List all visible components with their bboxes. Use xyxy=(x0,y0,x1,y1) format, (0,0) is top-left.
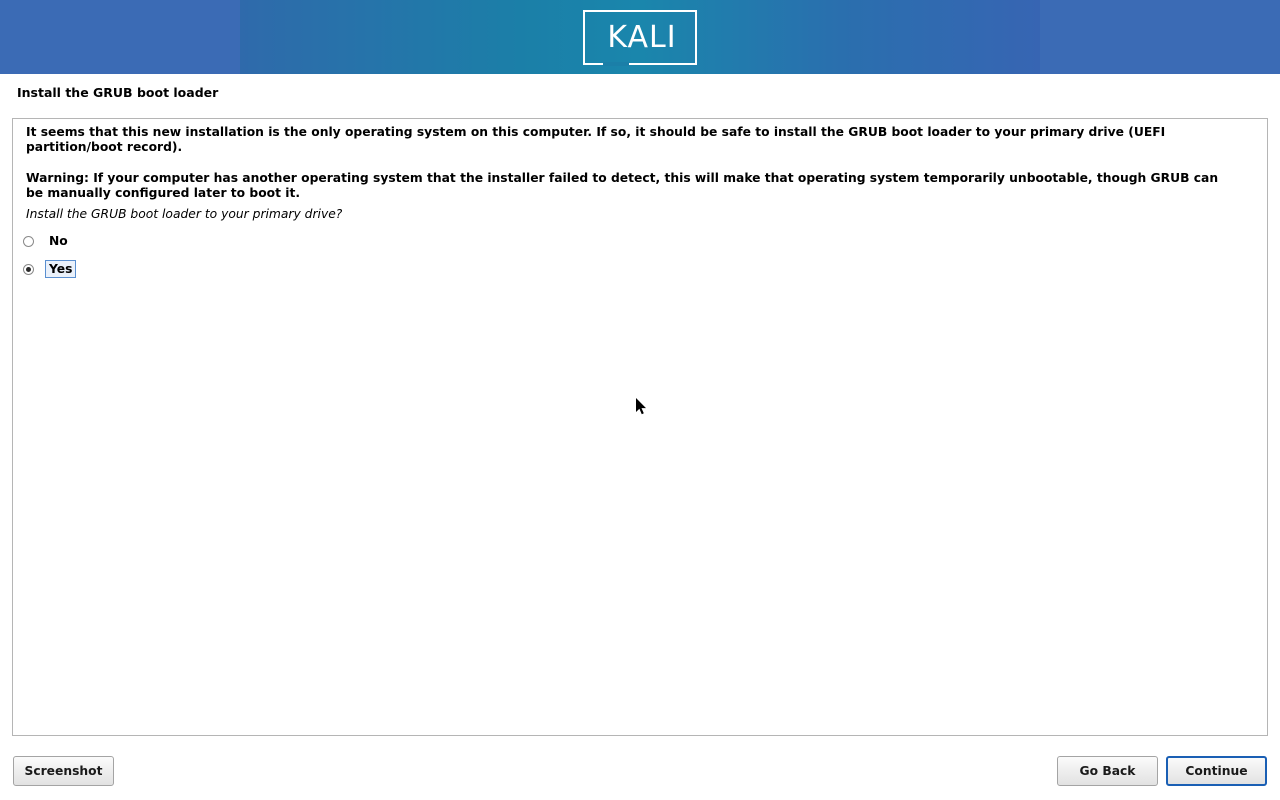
kali-logo-notch xyxy=(603,62,629,66)
go-back-button[interactable]: Go Back xyxy=(1057,756,1158,786)
screenshot-button[interactable]: Screenshot xyxy=(13,756,114,786)
radio-option-yes[interactable] xyxy=(23,259,76,279)
page-title: Install the GRUB boot loader xyxy=(17,85,219,100)
banner-divider xyxy=(0,74,1280,76)
continue-button[interactable]: Continue xyxy=(1166,756,1267,786)
radio-option-no[interactable] xyxy=(23,231,72,251)
radio-no-label[interactable]: No xyxy=(49,234,68,248)
kali-banner xyxy=(0,0,1280,74)
radio-yes-indicator[interactable] xyxy=(23,264,34,275)
content-panel xyxy=(12,118,1268,736)
info-paragraph: It seems that this new installation is the only operating system on this computer. If so, it should be safe to install the GRUB boot loader to your primary drive (UEFI partition/boot record). xyxy=(26,125,1166,154)
radio-yes-label[interactable]: Yes xyxy=(45,260,76,278)
kali-logo-label: KALI xyxy=(607,20,677,55)
question-label: Install the GRUB boot loader to your primary drive? xyxy=(26,207,343,221)
kali-logo xyxy=(583,10,697,65)
radio-no-indicator[interactable] xyxy=(23,236,34,247)
warning-paragraph: Warning: If your computer has another operating system that the installer failed to detect, this will make that operating system temporarily unbootable, though GRUB can be manually configured later to boot it. xyxy=(26,171,1219,200)
